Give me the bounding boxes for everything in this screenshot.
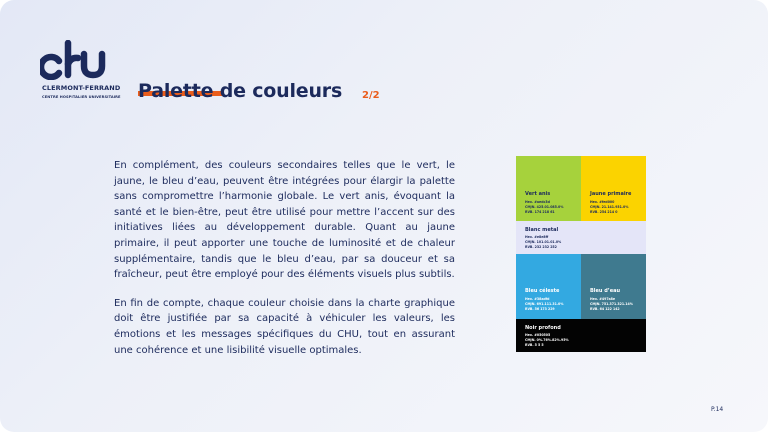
color-palette bbox=[516, 156, 646, 352]
swatch-cmjn: CMJN. 425.01.085.0% bbox=[525, 205, 564, 209]
logo-subtitle: CENTRE HOSPITALIER UNIVERSITAIRE bbox=[42, 95, 121, 99]
chu-logo-mark-icon bbox=[40, 40, 120, 80]
body-paragraph-1: En complément, des couleurs secondaires telles que le vert, le jaune, le bleu d’eau, peuvent être intégrées pour élargir la palette sans compromettre l’harmonie globale. Le vert anis, évoquant la santé et le bien-être, peut être utilisé pour mettre l’accent sur des initiatives liées au développement durable. Quant au jaune primaire, il peut apporter une touche de luminosité et de chaleur supplémentaire, tandis que le bleu d’eau, par sa douceur et sa fraîcheur, peut être employé pour des éléments visuels plus subtils. bbox=[114, 160, 455, 281]
swatch-rvb: RVB. 5 5 5 bbox=[525, 343, 544, 347]
title-page-indicator: 2/2 bbox=[362, 90, 380, 101]
swatch-codes bbox=[525, 333, 569, 348]
swatch-cmjn: CMJN. 691.111.31.0% bbox=[525, 302, 564, 306]
page-title bbox=[138, 80, 342, 108]
swatch-codes bbox=[525, 235, 561, 250]
swatch-cmjn: CMJN. 101.01.01.0% bbox=[525, 240, 562, 244]
swatch-hex: Hex. #aedc3d bbox=[525, 200, 550, 204]
swatch-rvb: RVB. 174 218 61 bbox=[525, 210, 555, 214]
swatch-cmjn: CMJN. 21.141.931.0% bbox=[590, 205, 629, 209]
swatch-hex: Hex. #e8e8ff bbox=[525, 235, 549, 239]
title-text: Palette de couleurs bbox=[138, 80, 343, 102]
swatch-name: Bleu d’eau bbox=[590, 288, 621, 294]
swatch-cmjn: CMJN. 0%.76%.82%.95% bbox=[525, 338, 569, 342]
swatch-bleu-celeste bbox=[516, 254, 581, 319]
swatch-hex: Hex. #38adfd bbox=[525, 297, 550, 301]
logo-name: CLERMONT-FERRAND bbox=[42, 84, 121, 92]
swatch-noir-profond bbox=[516, 319, 646, 352]
swatch-name: Blanc metal bbox=[525, 227, 559, 233]
chu-logo bbox=[40, 40, 120, 80]
swatch-name: Jaune primaire bbox=[590, 191, 632, 197]
swatch-rvb: RVB. 56 173 229 bbox=[525, 307, 555, 311]
swatch-name: Vert anis bbox=[525, 191, 551, 197]
swatch-codes bbox=[525, 200, 563, 215]
swatch-codes bbox=[590, 297, 633, 312]
body-text bbox=[114, 158, 455, 358]
swatch-cmjn: CMJN. 751.371.321.14% bbox=[590, 302, 633, 306]
page-number: P.14 bbox=[711, 406, 724, 413]
swatch-codes bbox=[525, 297, 563, 312]
swatch-name: Noir profond bbox=[525, 325, 561, 331]
swatch-name: Bleu céleste bbox=[525, 288, 560, 294]
swatch-blanc-metal bbox=[516, 221, 646, 254]
swatch-rvb: RVB. 64 122 142 bbox=[590, 307, 620, 311]
swatch-hex: Hex. #fed000 bbox=[590, 200, 615, 204]
swatch-codes bbox=[590, 200, 628, 215]
swatch-jaune-primaire bbox=[581, 156, 646, 221]
swatch-rvb: RVB. 254 214 0 bbox=[590, 210, 618, 214]
swatch-hex: Hex. #050505 bbox=[525, 333, 551, 337]
swatch-rvb: RVB. 232 232 252 bbox=[525, 245, 557, 249]
swatch-hex: Hex. #497a8e bbox=[590, 297, 616, 301]
swatch-bleu-deau bbox=[581, 254, 646, 319]
swatch-vert-anis bbox=[516, 156, 581, 221]
body-paragraph-2: En fin de compte, chaque couleur choisie dans la charte graphique doit être justifiée par sa capacité à véhiculer les valeurs, les émotions et les messages spécifiques du CHU, tout en assurant une cohérence et une lisibilité visuelle optimales. bbox=[114, 297, 455, 356]
